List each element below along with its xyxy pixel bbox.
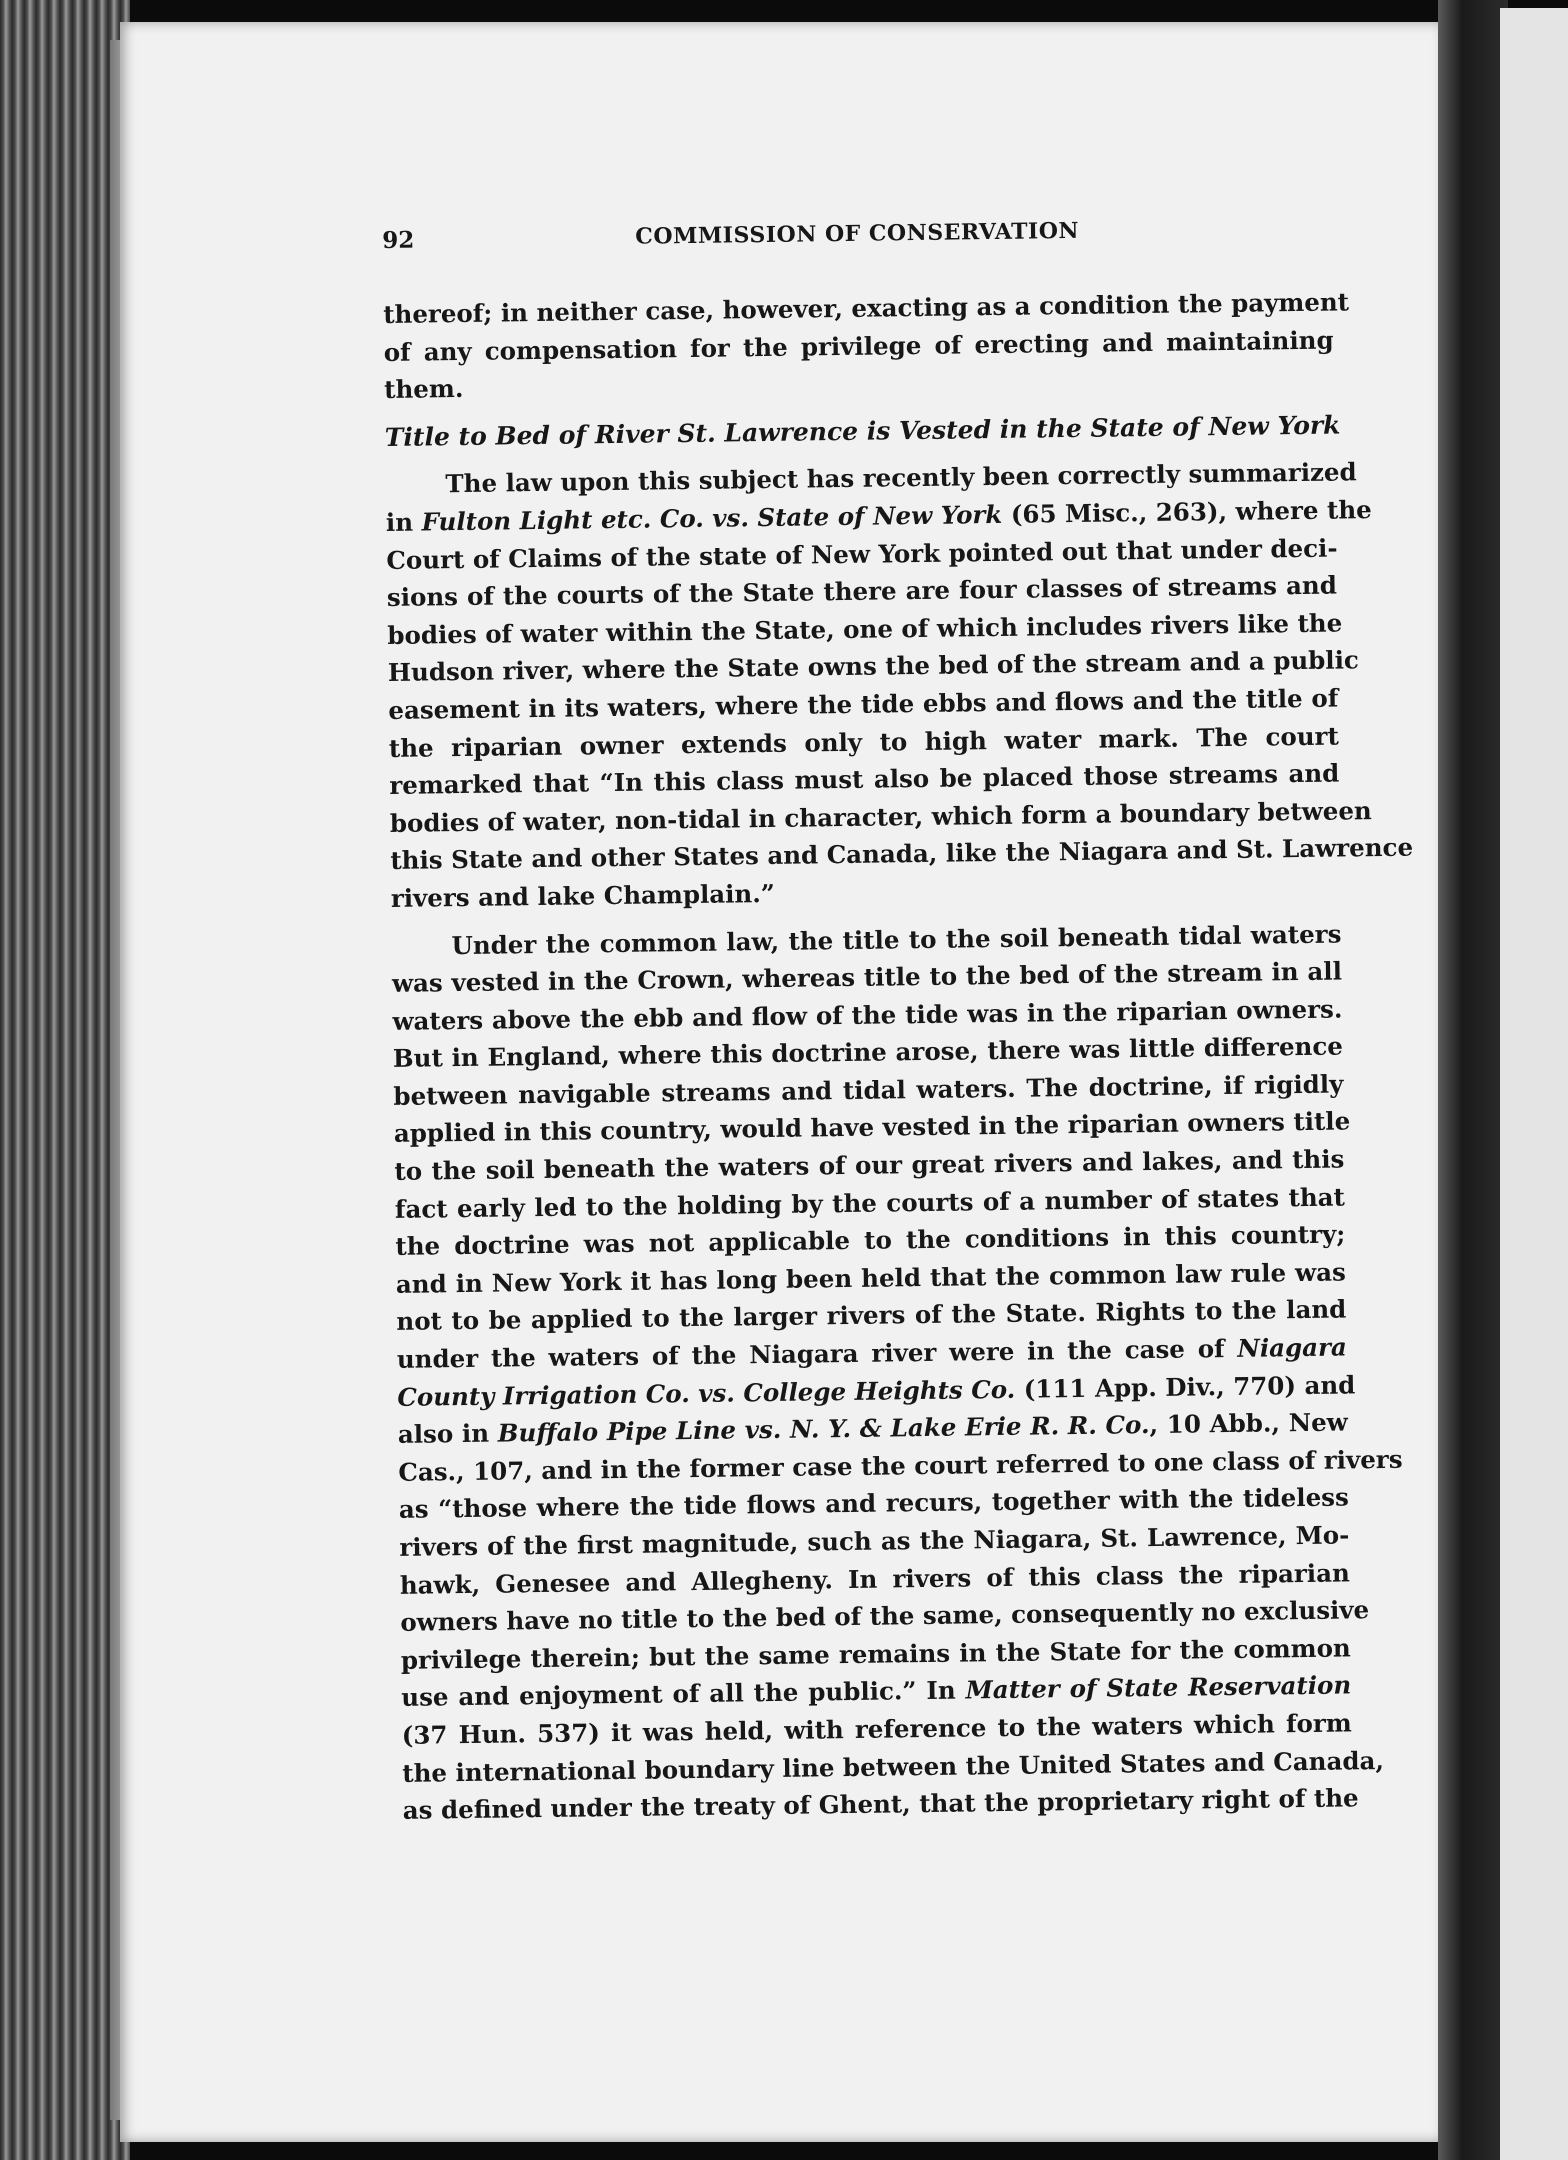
text-line: owners have no title to the bed of the same, consequently no exclusive: [400, 1595, 1370, 1638]
case-citation: County Irrigation Co. vs. College Heights Co.: [397, 1374, 1016, 1412]
text-line: and in New York it has long been held that the common law rule was: [395, 1257, 1347, 1299]
text-line: bodies of water, non-tidal in character, which form a boundary between: [389, 795, 1372, 838]
text-line: fact early led to the holding by the courts of a number of states that: [394, 1182, 1346, 1224]
text-line: hawk, Genesee and Allegheny. In rivers of this class the riparian: [399, 1558, 1350, 1600]
text-line: (37 Hun. 537) it was held, with reference to the waters which form: [401, 1708, 1352, 1750]
text-line: waters above the ebb and flow of the tide was in the riparian owners.: [392, 994, 1343, 1036]
text-line: as “those where the tide flows and recurs, together with the tideless: [398, 1482, 1349, 1525]
text-line: Cas., 107, and in the former case the court referred to one class of rivers: [398, 1444, 1403, 1487]
text-line: not to be applied to the larger rivers of the State. Rights to the land: [396, 1294, 1347, 1337]
running-title: COMMISSION OF CONSERVATION: [635, 217, 1080, 250]
text-line: this State and other States and Canada, like the Niagara and St. Lawrence: [390, 832, 1414, 876]
text-line: privilege therein; but the same remains in the State for the common: [400, 1633, 1351, 1675]
text-line: remarked that “In this class must also be placed those streams and: [389, 758, 1340, 801]
text-line: the international boundary line between the United States and Canada,: [402, 1745, 1385, 1788]
text-line: thereof; in neither case, however, exacting as a condition the payment: [383, 287, 1350, 329]
case-citation: Buffalo Pipe Line vs. N. Y. & Lake Erie R. R. Co.: [497, 1410, 1150, 1448]
opposite-page: [1500, 8, 1568, 2160]
text-line: use and enjoyment of all the public.” In Matter of State Reservation: [401, 1670, 1352, 1713]
text-line: between navigable streams and tidal waters. The doctrine, if rigidly: [393, 1069, 1344, 1111]
paragraph-continued: [383, 284, 1350, 409]
text-line: applied in this country, would have vested in the riparian owners title: [393, 1106, 1351, 1149]
section-heading: Title to Bed of River St. Lawrence is Vested in the State of New York: [384, 410, 1341, 452]
text-line: Hudson river, where the State owns the bed of the stream and a public: [387, 645, 1360, 688]
text-line: them.: [384, 374, 464, 405]
text-line: Court of Claims of the state of New York pointed out that under deci-: [386, 533, 1338, 575]
paragraph: [391, 915, 1403, 1830]
case-citation: Matter of State Reservation: [965, 1670, 1352, 1705]
text-line: rivers of the first magnitude, such as the Niagara, St. Lawrence, Mo-: [399, 1520, 1350, 1562]
text-line: in Fulton Light etc. Co. vs. State of New York (65 Misc., 263), where the: [385, 495, 1372, 537]
text-line: of any compensation for the privilege of erecting and maintaining: [383, 325, 1334, 367]
text-line: County Irrigation Co. vs. College Heights Co. (111 App. Div., 770) and: [397, 1369, 1356, 1412]
text-line: But in England, where this doctrine arose, there was little difference: [392, 1031, 1344, 1074]
text-line: was vested in the Crown, whereas title to the bed of the stream in all: [391, 956, 1343, 999]
case-citation: Fulton Light etc. Co. vs. State of New York: [421, 499, 1003, 537]
text-line: sions of the courts of the State there are four classes of streams and: [386, 570, 1338, 613]
text-line: bodies of water within the State, one of which includes rivers like the: [387, 608, 1343, 650]
page-text: [382, 210, 1414, 1830]
text-line: The law upon this subject has recently been correctly summarized: [445, 457, 1357, 499]
text-line: to the soil beneath the waters of our great rivers and lakes, and this: [394, 1144, 1345, 1186]
text-line: the riparian owner extends only to high water mark. The court: [388, 721, 1339, 763]
text-line: Under the common law, the title to the soil beneath tidal waters: [451, 919, 1342, 960]
text-line: easement in its waters, where the tide ebbs and flows and the title of: [388, 683, 1339, 725]
case-citation: Niagara: [1237, 1332, 1347, 1363]
page-number: 92: [382, 226, 415, 254]
paragraph: [385, 454, 1414, 918]
text-line: the doctrine was not applicable to the conditions in this country;: [395, 1219, 1346, 1262]
text-line: also in Buffalo Pipe Line vs. N. Y. & Lake Erie R. R. Co., 10 Abb., New: [397, 1407, 1348, 1450]
text-line: as defined under the treaty of Ghent, that the proprietary right of the: [402, 1783, 1359, 1826]
book-gutter: [1438, 0, 1508, 2160]
text-line: rivers and lake Champlain.”: [390, 878, 776, 913]
text-line: under the waters of the Niagara river were in the case of Niagara: [396, 1332, 1347, 1374]
